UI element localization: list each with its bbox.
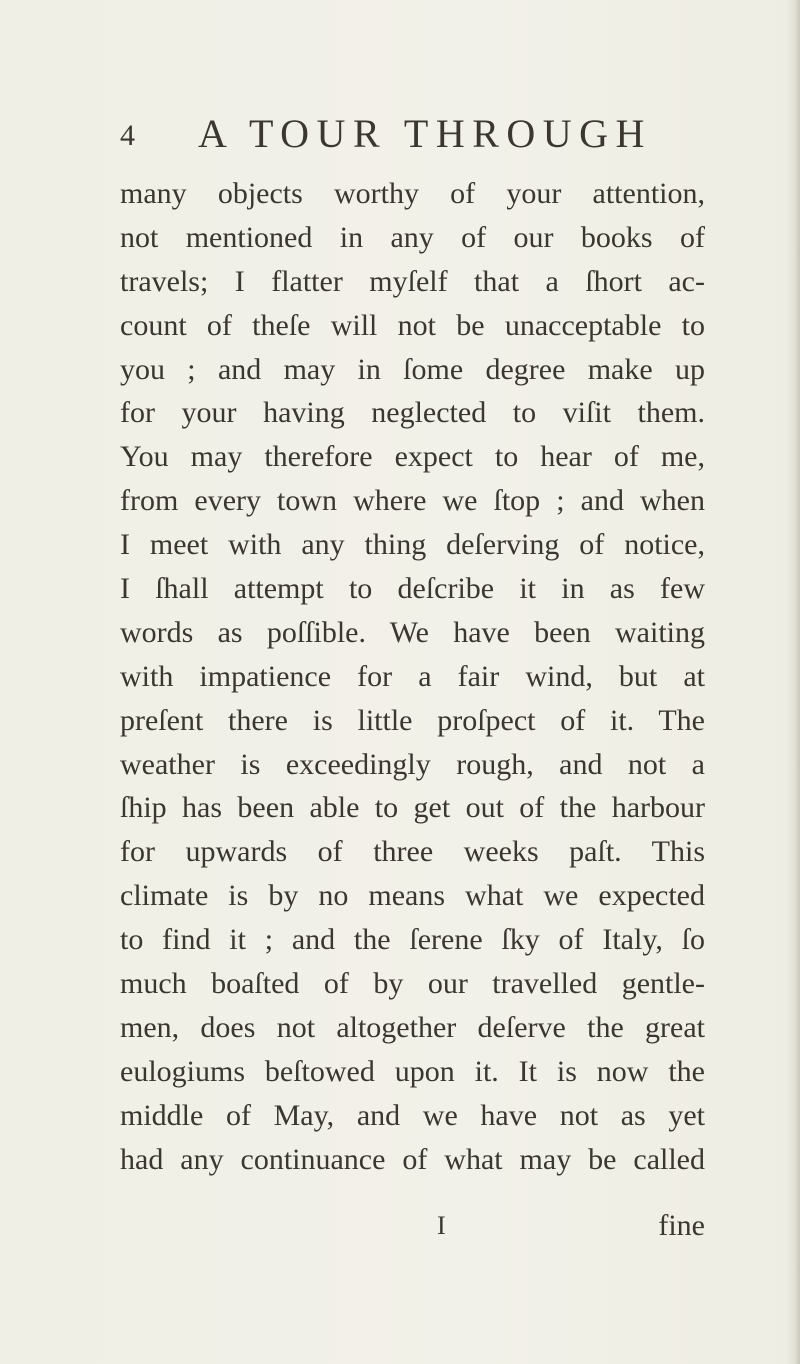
text-line: with impatience for a fair wind, but at — [120, 659, 705, 693]
text-line: much boaſted of by our travelled gentle- — [120, 967, 705, 1001]
text-line: had any continuance of what may be called — [120, 1142, 705, 1176]
text-line: not mentioned in any of our books of — [120, 220, 705, 254]
page-edge-shadow — [786, 0, 800, 1364]
text-line: I meet with any thing deſerving of notice, — [120, 528, 705, 562]
text-line: eulogiums beſtowed upon it. It is now the — [120, 1054, 705, 1088]
text-line: for upwards of three weeks paſt. This — [120, 835, 705, 869]
text-line: climate is by no means what we expected — [120, 879, 705, 913]
body-text — [120, 172, 705, 1181]
text-line: many objects worthy of your attention, — [120, 177, 705, 210]
text-line: preſent there is little proſpect of it. The — [120, 703, 705, 737]
text-line: ſhip has been able to get out of the harbour — [120, 791, 705, 825]
signature-mark: I — [437, 1211, 446, 1240]
text-line: travels; I flatter myſelf that a ſhort ac- — [120, 264, 705, 298]
text-line: I ſhall attempt to deſcribe it in as few — [120, 572, 705, 606]
text-line: count of theſe will not be unacceptable to — [120, 308, 705, 342]
page-footer — [120, 1204, 705, 1248]
text-line: words as poſſible. We have been waiting — [120, 615, 705, 649]
text-line: for your having neglected to viſit them. — [120, 396, 705, 430]
page-number: 4 — [120, 119, 135, 152]
text-line: weather is exceedingly rough, and not a — [120, 747, 705, 781]
page-header — [120, 112, 720, 162]
running-head: A TOUR THROUGH — [198, 111, 652, 156]
text-line: you ; and may in ſome degree make up — [120, 352, 705, 386]
text-line: from every town where we ſtop ; and when — [120, 484, 705, 518]
text-line: men, does not altogether deſerve the great — [120, 1010, 705, 1044]
catchword: fine — [658, 1209, 705, 1242]
text-line: You may therefore expect to hear of me, — [120, 440, 705, 474]
text-line: to find it ; and the ſerene ſky of Italy, ſo — [120, 923, 705, 957]
text-line: middle of May, and we have not as yet — [120, 1098, 705, 1132]
